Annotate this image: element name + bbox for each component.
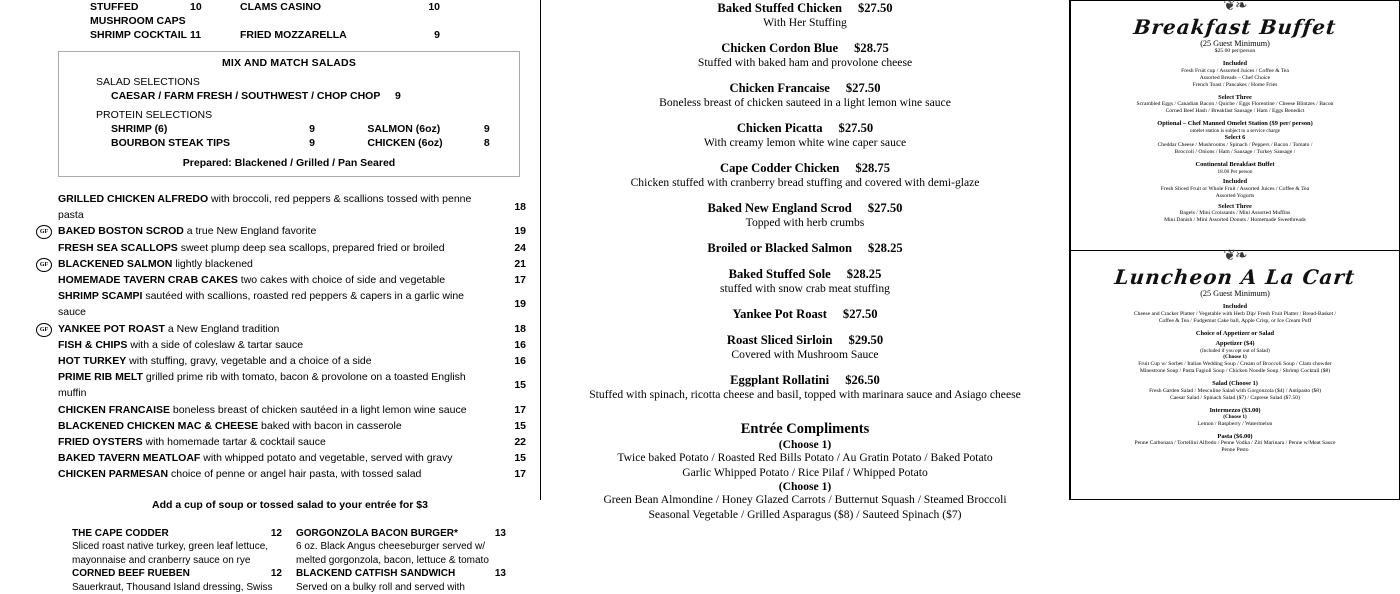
breakfast-buffet-panel bbox=[1070, 0, 1400, 250]
entree-description: FISH & CHIPS with a side of coleslaw & tartar sauce bbox=[58, 338, 304, 351]
protein-name: CHICKEN (6oz) bbox=[367, 137, 443, 149]
breakfast-included-line: Fresh Fruit cup / Assorted Juices / Coffee & Tea bbox=[1181, 67, 1289, 74]
entree-price: 17 bbox=[514, 274, 526, 287]
entree-name: GRILLED CHICKEN ALFREDO bbox=[58, 193, 209, 205]
banquet-entree-name: Cape Codder Chicken bbox=[719, 161, 840, 175]
luncheon-intermezzo-line: Lemon / Raspberry / Watermelon bbox=[1197, 420, 1273, 427]
banquet-entree-name: Eggplant Rollatini bbox=[730, 373, 830, 387]
banquet-entree-name-row bbox=[541, 161, 1069, 176]
entree-list bbox=[0, 191, 540, 483]
banquet-entree-name-row bbox=[541, 121, 1069, 136]
entree-price: 15 bbox=[514, 379, 526, 392]
entree-name: BAKED BOSTON SCROD bbox=[58, 225, 184, 238]
luncheon-intermezzo-heading: Intermezzo ($3.00) bbox=[1209, 406, 1261, 414]
spacer bbox=[541, 30, 1069, 40]
appetizer-price: 9 bbox=[434, 29, 440, 41]
dinner-menu-column bbox=[0, 0, 540, 593]
entree-row bbox=[58, 418, 526, 434]
salad-selection-row bbox=[65, 90, 513, 102]
luncheon-included-line: Cheese and Cracker Platter / Vegetable with Herb Dip/ Fresh Fruit Platter / Bread-Basket / bbox=[1133, 310, 1337, 317]
entree-row bbox=[58, 240, 526, 256]
continental-select-three-heading: Select Three bbox=[1218, 202, 1252, 210]
luncheon-intermezzo-choose: (Choose 1) bbox=[1223, 414, 1247, 421]
sandwich-header bbox=[72, 527, 282, 541]
entree-price: 16 bbox=[514, 355, 526, 368]
salad-selection-price: 9 bbox=[395, 90, 401, 102]
compliments-vegetable-line: Green Bean Almondine / Honey Glazed Carrots / Butternut Squash / Steamed Broccoli bbox=[603, 493, 1007, 506]
entree-row bbox=[58, 288, 526, 320]
entree-row bbox=[58, 434, 526, 450]
entree-name: CHICKEN FRANCAISE bbox=[58, 403, 171, 416]
luncheon-pasta-heading: Pasta ($6.00) bbox=[1217, 432, 1253, 440]
appetizer-row bbox=[0, 28, 540, 42]
spacer bbox=[541, 362, 1069, 372]
mix-and-match-salads-box bbox=[58, 51, 520, 177]
banquet-entree-list bbox=[541, 1, 1069, 412]
luncheon-appetizer-choose: (Choose 1) bbox=[1223, 354, 1247, 361]
appetizer-name: SHRIMP COCKTAIL bbox=[90, 29, 188, 41]
banquet-entree-name: Chicken Francaise bbox=[729, 81, 830, 95]
banquet-entree-price: $29.50 bbox=[848, 333, 884, 347]
soup-upsell-note: Add a cup of soup or tossed salad to your entrée for $3 bbox=[152, 498, 428, 511]
entree-description: CHICKEN FRANCAISE boneless breast of chicken sautéed in a light lemon wine sauce bbox=[58, 403, 467, 416]
entree-description: BAKED BOSTON SCROD a true New England favorite bbox=[58, 225, 317, 238]
banquet-entree-item bbox=[541, 241, 1069, 256]
banquet-entree-name: Chicken Cordon Blue bbox=[721, 41, 839, 55]
sandwich-description: Sauerkraut, Thousand Island dressing, Swiss bbox=[72, 581, 273, 593]
appetizer-price: 10 bbox=[428, 1, 440, 13]
banquet-entree-name-row bbox=[541, 81, 1069, 96]
continental-select-line: Bagels / Mini Croissants / Mini Assorted Muffins bbox=[1179, 210, 1291, 217]
luncheon-included-line: Coffee & Tea / Fudgemut Cake ball, Apple Crisp, or Ice Cream Puff bbox=[1158, 317, 1312, 324]
banquet-entree-description: stuffed with snow crab meat stuffing bbox=[720, 282, 890, 295]
banquet-entree-name: Yankee Pot Roast bbox=[732, 307, 827, 321]
appetizer-row bbox=[0, 0, 540, 28]
banquet-entree-item bbox=[541, 41, 1069, 70]
luncheon-salad-line: Caesar Salad / Spinach Salad ($7) / Caprese Salad ($7.50) bbox=[1170, 394, 1300, 401]
entree-description: GRILLED CHICKEN ALFREDO with broccoli, red peppers & scallions tossed with penne pasta bbox=[58, 193, 472, 222]
spacer bbox=[541, 402, 1069, 412]
banquet-entree-price: $28.25 bbox=[846, 267, 882, 281]
breakfast-included-heading: Included bbox=[1222, 60, 1248, 67]
luncheon-appetizer-note: (Included if you opt out of Salad) bbox=[1200, 347, 1270, 354]
sandwich-description: 6 oz. Black Angus cheeseburger served w/ bbox=[296, 541, 485, 553]
appetizer-name: CLAMS CASINO bbox=[240, 1, 322, 13]
sandwich-header bbox=[296, 567, 506, 581]
luncheon-appetizer-heading: Appetizer ($4) bbox=[1215, 340, 1255, 348]
compliments-starch-line: Twice baked Potato / Roasted Red Bills Potato / Au Gratin Potato / Baked Potato bbox=[617, 451, 993, 464]
banquet-entree-name-row bbox=[541, 41, 1069, 56]
breakfast-select-line: Scrambled Eggs / Canadian Bacon / Quiche / Eggs Florentine / Cheese Blintzes / Bacon bbox=[1136, 101, 1334, 108]
omelet-station-heading: Optional – Chef Manned Omelet Station ($9 per/ person) bbox=[1157, 120, 1313, 128]
entree-name: YANKEE POT ROAST bbox=[58, 322, 165, 335]
banquet-entree-item bbox=[541, 333, 1069, 362]
continental-included-line: Fresh Sliced Fruit or Whole Fruit / Assorted Juices / Coffee & Tea bbox=[1160, 185, 1310, 192]
continental-included-heading: Included bbox=[1222, 178, 1248, 186]
entree-name: PRIME RIB MELT bbox=[58, 371, 143, 384]
protein-price: 9 bbox=[483, 123, 490, 135]
spacer bbox=[541, 70, 1069, 80]
sandwich-name: THE CAPE CODDER bbox=[72, 527, 169, 539]
spacer bbox=[541, 150, 1069, 160]
banquet-entree-description: Chicken stuffed with cranberry bread stuffing and covered with demi-glaze bbox=[630, 176, 980, 189]
entree-description: HOMEMADE TAVERN CRAB CAKES two cakes with choice of side and vegetable bbox=[58, 274, 446, 287]
appetizer-price: 10 bbox=[190, 1, 202, 13]
salad-box-title: MIX AND MATCH SALADS bbox=[221, 57, 357, 69]
entree-price: 19 bbox=[514, 298, 526, 311]
entree-row bbox=[58, 353, 526, 369]
entree-price: 22 bbox=[514, 436, 526, 449]
sandwich-section bbox=[0, 527, 540, 594]
flourish-ornament-icon: ❦❧ bbox=[1223, 0, 1247, 14]
sandwich-description: Sliced roast native turkey, green leaf lettuce, bbox=[72, 541, 269, 553]
sandwich-price: 12 bbox=[270, 568, 282, 580]
entree-row bbox=[58, 369, 526, 401]
banquet-entree-price: $28.25 bbox=[868, 241, 903, 255]
gluten-free-icon: GF bbox=[36, 323, 52, 337]
catering-column bbox=[1070, 0, 1400, 500]
entree-description: BLACKENED CHICKEN MAC & CHEESE baked with bacon in casserole bbox=[58, 419, 402, 432]
entree-description: BLACKENED SALMON lightly blackened bbox=[58, 257, 253, 270]
entree-name: BLACKENED CHICKEN MAC & CHEESE bbox=[58, 419, 259, 432]
breakfast-guest-minimum: (25 Guest Minimum) bbox=[1200, 39, 1270, 48]
sandwich-column-left bbox=[72, 527, 282, 594]
sandwich-description: melted gorgonzola, bacon, lettuce & tomato bbox=[296, 554, 489, 566]
protein-price: 9 bbox=[309, 123, 315, 135]
banquet-entree-name-row bbox=[541, 333, 1069, 348]
sandwich-name: CORNED BEEF RUEBEN bbox=[72, 568, 190, 580]
gluten-free-icon: GF bbox=[36, 258, 52, 272]
entree-description: PRIME RIB MELT grilled prime rib with tomato, bacon & provolone on a toasted English muffin bbox=[58, 371, 466, 400]
banquet-entree-name: Roast Sliced Sirloin bbox=[726, 333, 833, 347]
banquet-entree-description: Stuffed with baked ham and provolone cheese bbox=[697, 56, 913, 69]
luncheon-appetizer-line: Fruit Cup w/ Sorbet / Italian Wedding Soup / Cream of Broccoli Soup / Clam chowder bbox=[1138, 360, 1332, 367]
spacer bbox=[541, 296, 1069, 306]
banquet-entree-description: With Her Stuffing bbox=[763, 16, 847, 29]
protein-name: SHRIMP (6) bbox=[111, 123, 168, 135]
appetizer-name: FRIED MOZZARELLA bbox=[240, 29, 347, 41]
entree-price: 18 bbox=[514, 201, 526, 214]
banquet-entree-price: $27.50 bbox=[845, 81, 881, 95]
entree-name: BAKED TAVERN MEATLOAF bbox=[58, 452, 201, 465]
entree-description: FRESH SEA SCALLOPS sweet plump deep sea scallops, prepared fried or broiled bbox=[58, 241, 445, 254]
banquet-entree-item bbox=[541, 373, 1069, 402]
luncheon-guest-minimum: (25 Guest Minimum) bbox=[1200, 289, 1270, 298]
banquet-entree-name-row bbox=[541, 201, 1069, 216]
spacer bbox=[541, 190, 1069, 200]
appetizer-name: STUFFED MUSHROOM CAPS bbox=[90, 1, 186, 27]
banquet-entree-item bbox=[541, 201, 1069, 230]
entree-name: HOMEMADE TAVERN CRAB CAKES bbox=[58, 274, 238, 287]
sandwich-column-right bbox=[296, 527, 506, 594]
luncheon-title: Luncheon A La Cart bbox=[1113, 265, 1357, 289]
banquet-entree-name: Broiled or Blacked Salmon bbox=[707, 241, 853, 255]
luncheon-salad-line: Fresh Garden Salad / Mesculine Salad with Gorgonzola ($4) / Antipasto ($8) bbox=[1149, 387, 1321, 394]
compliments-choose-vegetable: (Choose 1) bbox=[778, 480, 832, 493]
spacer bbox=[541, 256, 1069, 266]
entree-price: 19 bbox=[514, 225, 526, 238]
luncheon-salad-heading: Salad (Choose 1) bbox=[1212, 379, 1258, 387]
entree-description: BAKED TAVERN MEATLOAF with whipped potato and vegetable, served with gravy bbox=[58, 452, 453, 465]
sandwich-price: 13 bbox=[494, 527, 506, 539]
luncheon-pasta-line: Penne Carbonara / Tortellini Alfredo / Penne Vodka / Ziti Marinara / Penne w/Meat Sauce bbox=[1134, 440, 1336, 447]
banquet-entree-name: Baked Stuffed Sole bbox=[728, 267, 831, 281]
continental-included-line: Assorted Yogurts bbox=[1215, 192, 1255, 199]
banquet-entree-item bbox=[541, 307, 1069, 322]
breakfast-included-line: French Toast / Pancakes / Home Fries bbox=[1192, 81, 1278, 88]
spacer bbox=[541, 230, 1069, 240]
sandwich-description: Served on a bulky roll and served with bbox=[296, 581, 465, 593]
entree-price: 15 bbox=[514, 452, 526, 465]
entree-row bbox=[39, 256, 526, 272]
salad-preparation-note: Prepared: Blackened / Grilled / Pan Seared bbox=[182, 157, 396, 169]
banquet-entree-item bbox=[541, 161, 1069, 190]
banquet-entree-description: Covered with Mushroom Sauce bbox=[731, 348, 879, 361]
entree-row bbox=[58, 191, 526, 223]
entree-name: CHICKEN PARMESAN bbox=[58, 468, 169, 481]
salad-selection-options: CAESAR / FARM FRESH / SOUTHWEST / CHOP CHOP bbox=[111, 90, 381, 102]
breakfast-buffet-title: Breakfast Buffet bbox=[1132, 15, 1338, 39]
sandwich-price: 13 bbox=[494, 568, 506, 580]
luncheon-appetizer-line: Minestrone Soup / Pasta Fagioli Soup / Chicken Noodle Soup / Shrimp Cocktail ($8) bbox=[1139, 367, 1331, 374]
entree-row bbox=[58, 402, 526, 418]
protein-selections-heading: PROTEIN SELECTIONS bbox=[96, 109, 213, 121]
protein-name: BOURBON STEAK TIPS bbox=[111, 137, 231, 149]
compliments-choose-starch: (Choose 1) bbox=[778, 438, 832, 451]
entree-price: 15 bbox=[514, 419, 526, 432]
entree-name: HOT TURKEY bbox=[58, 355, 127, 368]
omelet-select-six-heading: Select 6 bbox=[1224, 134, 1246, 142]
sandwich-name: BLACKEND CATFISH SANDWICH bbox=[296, 568, 456, 580]
banquet-entree-name: Baked Stuffed Chicken bbox=[717, 1, 842, 15]
entree-description: CHICKEN PARMESAN choice of penne or angel hair pasta, with tossed salad bbox=[58, 468, 422, 481]
entree-name: FRIED OYSTERS bbox=[58, 436, 143, 449]
banquet-entree-name-row bbox=[541, 307, 1069, 322]
entree-row bbox=[58, 450, 526, 466]
entree-price: 17 bbox=[514, 403, 526, 416]
breakfast-select-three-heading: Select Three bbox=[1218, 93, 1252, 101]
banquet-entree-price: $27.50 bbox=[867, 201, 903, 215]
banquet-entree-description: Stuffed with spinach, ricotta cheese and basil, topped with marinara sauce and Asiago cheese bbox=[589, 388, 1021, 401]
entree-compliments-section bbox=[541, 421, 1069, 522]
spacer bbox=[541, 322, 1069, 332]
protein-name: SALMON (6oz) bbox=[367, 123, 441, 135]
banquet-entree-description: Boneless breast of chicken sauteed in a light lemon wine sauce bbox=[659, 96, 951, 109]
entree-price: 16 bbox=[514, 338, 526, 351]
banquet-entree-description: With creamy lemon white wine caper sauce bbox=[703, 136, 907, 149]
continental-select-line: Mini Danish / Mini Assorted Donuts / Homemade Sweetbreads bbox=[1164, 217, 1306, 224]
banquet-entree-item bbox=[541, 81, 1069, 110]
banquet-entree-name-row bbox=[541, 373, 1069, 388]
banquet-entree-name-row bbox=[541, 1, 1069, 16]
banquet-entree-price: $27.50 bbox=[842, 307, 878, 321]
banquet-entree-item bbox=[541, 267, 1069, 296]
protein-row bbox=[65, 137, 513, 149]
gluten-free-icon: GF bbox=[36, 225, 52, 239]
entree-row bbox=[58, 466, 526, 482]
entree-row bbox=[39, 223, 526, 239]
luncheon-included-heading: Included bbox=[1222, 303, 1248, 310]
compliments-title: Entrée Compliments bbox=[740, 421, 870, 437]
entree-row bbox=[39, 321, 526, 337]
entree-name: FISH & CHIPS bbox=[58, 338, 128, 351]
salad-selections-heading: SALAD SELECTIONS bbox=[96, 76, 200, 88]
banquet-entree-item bbox=[541, 1, 1069, 30]
entree-description: SHRIMP SCAMPI sautéed with scallions, roasted red peppers & capers in a garlic wine sauce bbox=[58, 290, 464, 319]
banquet-entree-name: Baked New England Scrod bbox=[707, 201, 852, 215]
banquet-entree-name-row bbox=[541, 267, 1069, 282]
entree-description: YANKEE POT ROAST a New England tradition bbox=[58, 322, 280, 335]
entree-description: FRIED OYSTERS with homemade tartar & cocktail sauce bbox=[58, 436, 326, 449]
omelet-select-line: Cheddar Cheese / Mushrooms / Spinach / Peppers / Bacon / Tomato / bbox=[1157, 141, 1313, 148]
entree-name: BLACKENED SALMON bbox=[58, 257, 173, 270]
entree-name: FRESH SEA SCALLOPS bbox=[58, 241, 178, 254]
omelet-select-line: Broccoli / Onions / Ham / Sausage / Turkey Sausage / bbox=[1174, 148, 1296, 155]
compliments-vegetable-line: Seasonal Vegetable / Grilled Asparagus ($8) / Sauteed Spinach ($7) bbox=[648, 507, 962, 521]
banquet-entree-name-row bbox=[541, 241, 1069, 256]
banquet-entree-name: Chicken Picatta bbox=[736, 121, 823, 135]
banquet-entree-item bbox=[541, 121, 1069, 150]
sandwich-header bbox=[296, 527, 506, 541]
protein-row bbox=[65, 123, 513, 135]
appetizer-section bbox=[0, 0, 540, 42]
sandwich-header bbox=[72, 567, 282, 581]
banquet-entree-price: $27.50 bbox=[838, 121, 874, 135]
banquet-entree-price: $26.50 bbox=[845, 373, 880, 387]
appetizer-price: 11 bbox=[190, 29, 202, 41]
banquet-entree-price: $27.50 bbox=[857, 1, 893, 15]
entree-price: 17 bbox=[514, 468, 526, 481]
sandwich-name: GORGONZOLA BACON BURGER* bbox=[296, 527, 458, 539]
luncheon-pasta-line: Penne Pesto bbox=[1221, 447, 1249, 454]
entree-row bbox=[58, 272, 526, 288]
banquet-entree-description: Topped with herb crumbs bbox=[745, 216, 865, 229]
spacer bbox=[541, 110, 1069, 120]
breakfast-price: $25.00 per/person bbox=[1214, 48, 1256, 54]
entree-price: 18 bbox=[514, 322, 526, 335]
luncheon-choice-heading: Choice of Appetizer or Salad bbox=[1195, 329, 1275, 337]
continental-price: 18.00 Per person bbox=[1217, 168, 1253, 175]
compliments-starch-line: Garlic Whipped Potato / Rice Pilaf / Whipped Potato bbox=[682, 465, 928, 479]
sandwich-description: mayonnaise and cranberry sauce on rye bbox=[72, 554, 251, 566]
entree-name: SHRIMP SCAMPI bbox=[58, 290, 143, 303]
sandwich-price: 12 bbox=[270, 527, 282, 539]
banquet-entree-price: $28.75 bbox=[854, 41, 889, 55]
protein-price: 9 bbox=[309, 137, 315, 149]
continental-title: Continental Breakfast Buffet bbox=[1195, 160, 1275, 168]
entree-price: 21 bbox=[514, 257, 526, 270]
omelet-station-note: omelet station is subject to a service charge bbox=[1190, 127, 1280, 134]
entree-row bbox=[58, 337, 526, 353]
breakfast-select-line: Corned Beef Hash / Breakfast Sausage / Ham / Eggs Benedict bbox=[1165, 108, 1305, 115]
entree-description: HOT TURKEY with stuffing, gravy, vegetable and a choice of a side bbox=[58, 355, 372, 368]
banquet-entree-column bbox=[540, 0, 1070, 521]
luncheon-panel bbox=[1070, 250, 1400, 500]
protein-price: 8 bbox=[483, 137, 490, 149]
banquet-entree-price: $28.75 bbox=[855, 161, 891, 175]
breakfast-included-line: Assorted Breads – Chef Choice bbox=[1199, 74, 1271, 81]
flourish-ornament-icon: ❦❧ bbox=[1223, 248, 1247, 264]
entree-price: 24 bbox=[514, 241, 526, 254]
